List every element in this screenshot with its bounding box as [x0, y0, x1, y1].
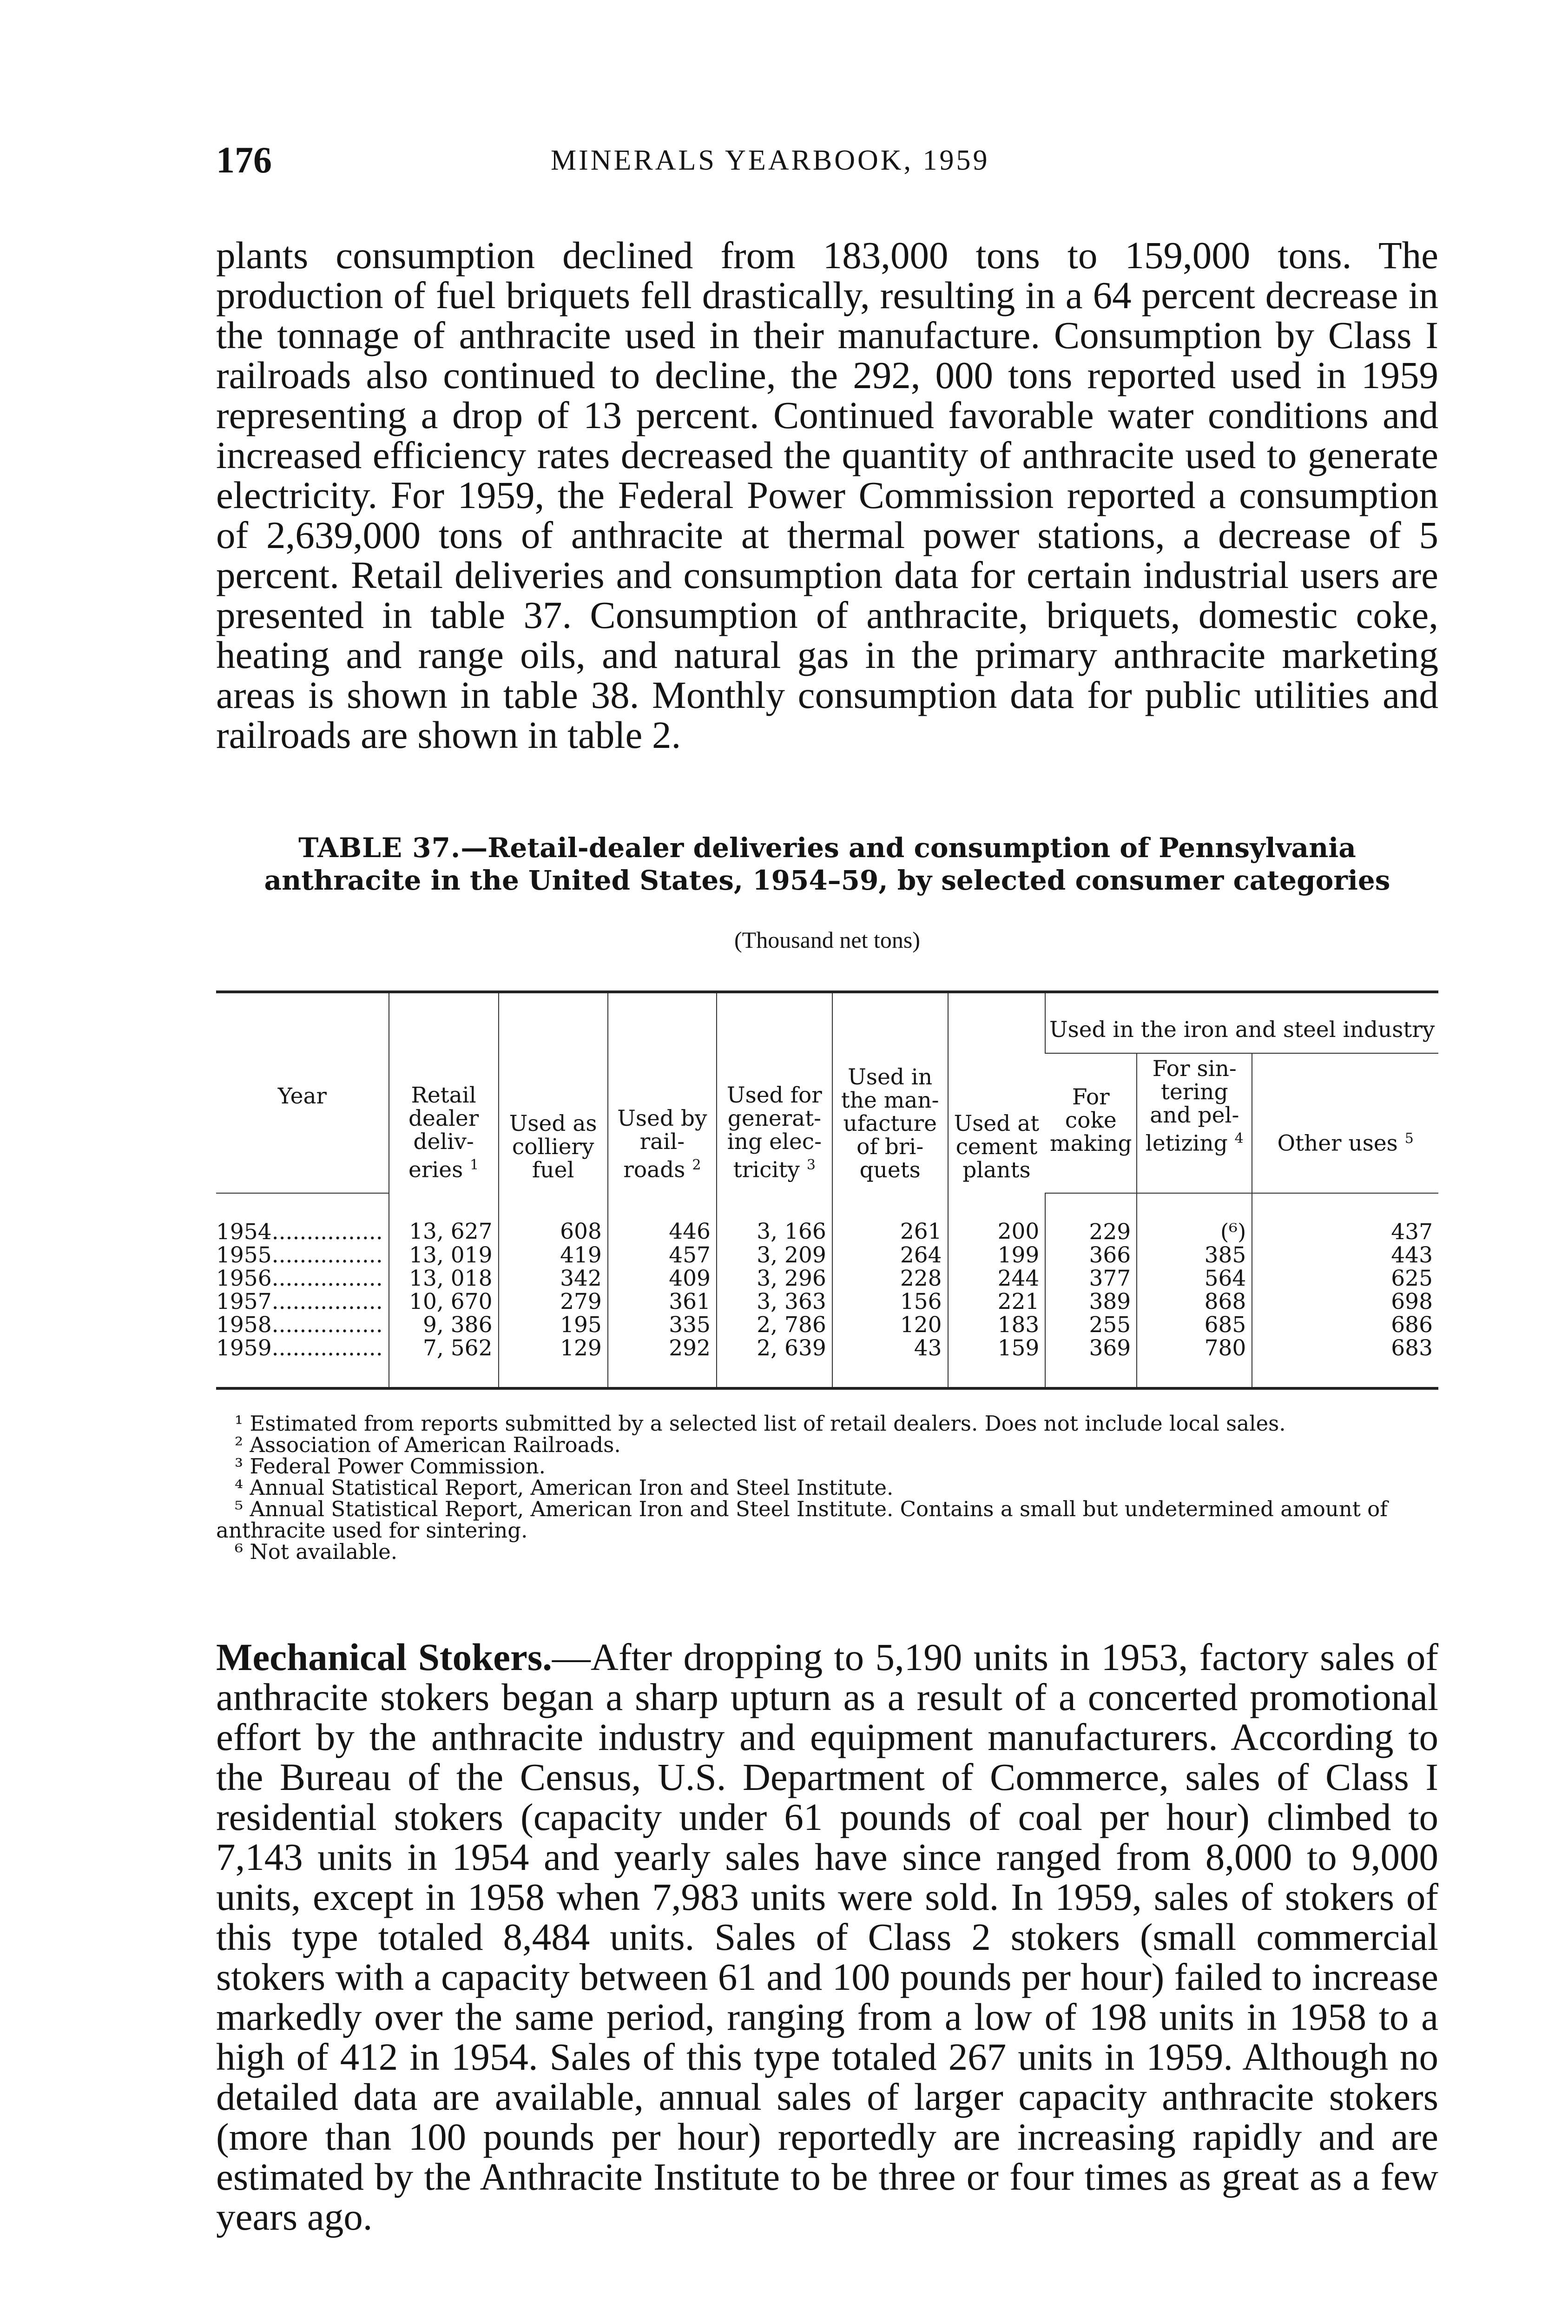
table-caption-text: —Retail-dealer deliveries and consumption of Pennsylvania anthracite in the United States, 1954–59, by selected consumer categories [264, 832, 1390, 896]
cell-retail: 9, 386 [389, 1314, 499, 1337]
cell-briquets: 43 [832, 1337, 948, 1388]
table-header-row [216, 992, 1438, 1053]
cell-cement: 159 [948, 1337, 1046, 1388]
cell-cement: 244 [948, 1267, 1046, 1290]
header-colliery: Used as colliery fuel [499, 992, 608, 1193]
cell-year: 1954................ [216, 1219, 383, 1245]
cell-briquets: 228 [832, 1267, 948, 1290]
footnote: ⁴ Annual Statistical Report, American Iron and Steel Institute. [235, 1475, 894, 1500]
cell-retail: 13, 018 [389, 1267, 499, 1290]
consumption-table [216, 990, 1438, 1390]
cell-sintering: 685 [1137, 1314, 1252, 1337]
cell-year: 1959................ [216, 1337, 389, 1388]
section-text: —After dropping to 5,190 units in 1953, factory sales of anthracite stokers began a sharp upturn as a result of a concerted promotional effort by the anthracite industry and equipment manufacturers. According to the Bureau of the Census, U.S. Department of Commerce, sales of Class I residential stokers (capacity under 61 pounds of coal per hour) climbed to 7,143 units in 1954 and yearly sales have since ranged from 8,000 to 9,000 units, except in 1958 when 7,983 units were sold. In 1959, sales of stokers of this type totaled 8,484 units. Sales of Class 2 stokers (small commercial stokers with a capacity between 61 and 100 pounds per hour) failed to increase markedly over the same period, ranging from a low of 198 units in 1958 to a high of 412 in 1954. Sales of this type totaled 267 units in 1959. Although no detailed data are available, annual sales of larger capacity anthracite stokers (more than 100 pounds per hour) reportedly are increasing rapidly and are estimated by the Anthracite Institute to be three or four times as great as a few years ago. [216, 1635, 1438, 2238]
cell-electricity: 3, 166 [717, 1193, 832, 1244]
header-railroads: Used by rail- roads $^2$ [608, 992, 717, 1193]
cell-briquets: 120 [832, 1314, 948, 1337]
cell-other: 443 [1252, 1244, 1438, 1267]
cell-year: 1957................ [216, 1288, 383, 1314]
cell-coke: 377 [1045, 1267, 1137, 1290]
table-caption-lead: TABLE 37. [298, 832, 461, 864]
cell-cement: 221 [948, 1290, 1046, 1314]
cell-cement: 183 [948, 1314, 1046, 1337]
cell-year: 1955................ [216, 1242, 383, 1268]
running-title: MINERALS YEARBOOK, 1959 [551, 145, 990, 176]
cell-electricity: 3, 296 [717, 1267, 832, 1290]
header-coke: For coke making [1045, 1053, 1137, 1193]
page-number: 176 [216, 140, 272, 181]
cell-coke: 366 [1045, 1244, 1137, 1267]
header-electricity: Used for generat- ing elec- tricity $^3$ [717, 992, 832, 1193]
table-row [216, 1244, 1438, 1267]
cell-colliery: 342 [499, 1267, 608, 1290]
cell-colliery: 129 [499, 1337, 608, 1388]
table-row [216, 1337, 1438, 1388]
footnote: ⁶ Not available. [235, 1539, 398, 1564]
cell-railroads: 292 [608, 1337, 717, 1388]
cell-coke: 255 [1045, 1314, 1137, 1337]
cell-sintering: 868 [1137, 1290, 1252, 1314]
table-row [216, 1290, 1438, 1314]
header-briquets: Used in the man- ufacture of bri- quets [832, 992, 948, 1193]
cell-other: 686 [1252, 1314, 1438, 1337]
cell-sintering: 385 [1137, 1244, 1252, 1267]
cell-electricity: 3, 363 [717, 1290, 832, 1314]
cell-coke: 229 [1045, 1193, 1137, 1244]
body-paragraph-2 [216, 1637, 1438, 2237]
header-iron-steel-group: Used in the iron and steel industry [1045, 992, 1438, 1053]
cell-other: 683 [1252, 1337, 1438, 1388]
table-row [216, 1267, 1438, 1290]
table-caption [216, 832, 1438, 897]
footnote: ⁵ Annual Statistical Report, American Iron and Steel Institute. Contains a small but undetermined amount of anthracite used for sintering. [216, 1496, 1388, 1543]
cell-briquets: 156 [832, 1290, 948, 1314]
cell-electricity: 3, 209 [717, 1244, 832, 1267]
cell-retail: 13, 019 [389, 1244, 499, 1267]
cell-railroads: 361 [608, 1290, 717, 1314]
cell-sintering: 780 [1137, 1337, 1252, 1388]
section-run-in-heading: Mechanical Stokers. [216, 1635, 552, 1678]
header-cement: Used at cement plants [948, 992, 1046, 1193]
cell-cement: 199 [948, 1244, 1046, 1267]
body-paragraph-1: plants consumption declined from 183,000 tons to 159,000 tons. The production of fuel briquets fell drastically, resulting in a 64 percent decrease in the tonnage of anthracite used in their manufacture. Consumption by Class I railroads also continued to decline, the 292, 000 tons reported used in 1959 representing a drop of 13 percent. Continued favorable water conditions and increased efficiency rates decreased the quantity of anthracite used to generate electricity. For 1959, the Federal Power Commission reported a consumption of 2,639,000 tons of anthracite at thermal power stations, a decrease of 5 percent. Retail deliveries and consumption data for certain industrial users are presented in table 37. Consumption of anthracite, briquets, domestic coke, heating and range oils, and natural gas in the primary anthracite marketing areas is shown in table 38. Monthly consumption data for public utilities and railroads are shown in table 2. [216, 234, 1438, 756]
running-head [216, 139, 1438, 191]
table-units: (Thousand net tons) [734, 927, 920, 953]
cell-colliery: 608 [499, 1193, 608, 1244]
cell-coke: 389 [1045, 1290, 1137, 1314]
cell-electricity: 2, 639 [717, 1337, 832, 1388]
table-row [216, 1314, 1438, 1337]
cell-year: 1958................ [216, 1312, 383, 1338]
footnote: ² Association of American Railroads. [235, 1432, 621, 1457]
table-footnotes [216, 1413, 1438, 1563]
cell-other: 698 [1252, 1290, 1438, 1314]
header-other: Other uses $^5$ [1252, 1053, 1438, 1193]
cell-railroads: 409 [608, 1267, 717, 1290]
header-retail: Retail dealer deliv- eries $^1$ [389, 992, 499, 1193]
cell-year: 1956................ [216, 1265, 383, 1291]
cell-other: 437 [1252, 1193, 1438, 1244]
header-year: Year [216, 992, 389, 1193]
cell-cement: 200 [948, 1193, 1046, 1244]
cell-briquets: 261 [832, 1193, 948, 1244]
cell-colliery: 419 [499, 1244, 608, 1267]
cell-sintering: (⁶) [1137, 1193, 1252, 1244]
cell-retail: 7, 562 [389, 1337, 499, 1388]
cell-briquets: 264 [832, 1244, 948, 1267]
cell-retail: 10, 670 [389, 1290, 499, 1314]
table-row [216, 1193, 1438, 1244]
cell-railroads: 335 [608, 1314, 717, 1337]
footnote: ³ Federal Power Commission. [235, 1453, 546, 1479]
cell-colliery: 195 [499, 1314, 608, 1337]
cell-railroads: 446 [608, 1193, 717, 1244]
document-page [216, 139, 1438, 2237]
footnote: ¹ Estimated from reports submitted by a selected list of retail dealers. Does not include local sales. [235, 1411, 1286, 1436]
header-sintering: For sin- tering and pel- letizing $^4$ [1137, 1053, 1252, 1193]
cell-retail: 13, 627 [389, 1193, 499, 1244]
cell-railroads: 457 [608, 1244, 717, 1267]
cell-sintering: 564 [1137, 1267, 1252, 1290]
cell-electricity: 2, 786 [717, 1314, 832, 1337]
cell-colliery: 279 [499, 1290, 608, 1314]
cell-coke: 369 [1045, 1337, 1137, 1388]
cell-other: 625 [1252, 1267, 1438, 1290]
